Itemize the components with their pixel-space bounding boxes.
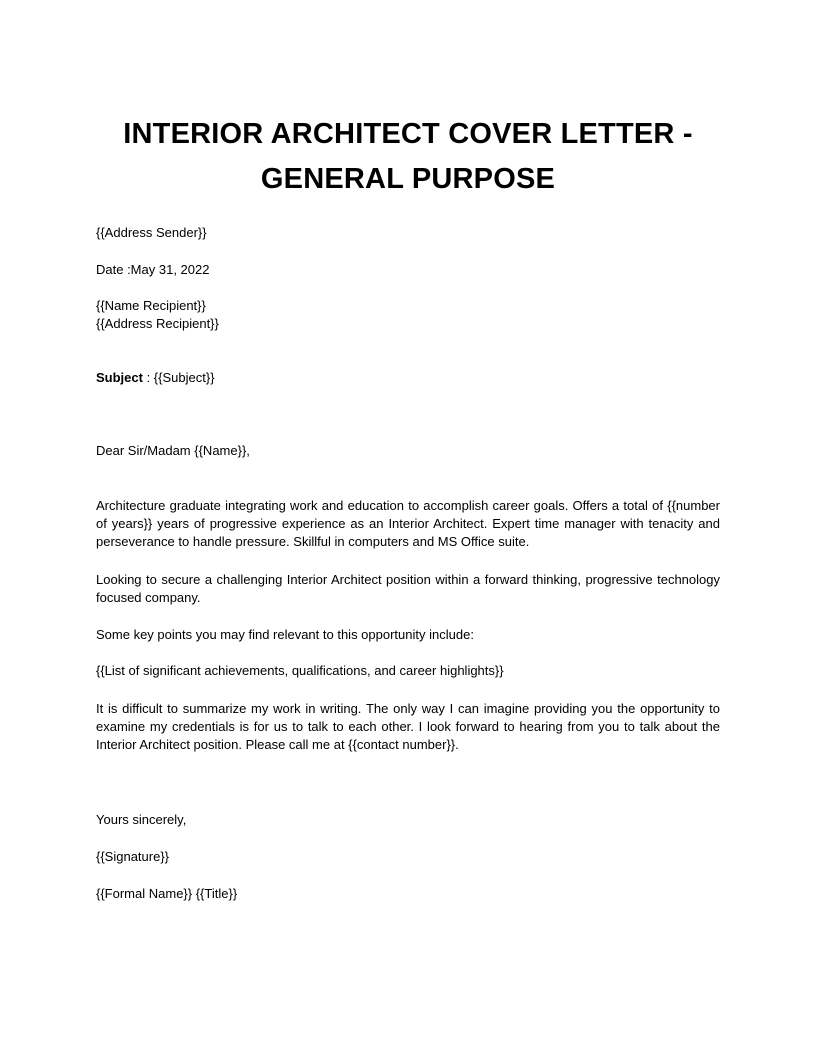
title-line-1: INTERIOR ARCHITECT COVER LETTER - xyxy=(123,118,693,150)
subject-value: : {{Subject}} xyxy=(142,370,215,385)
formal-name-title: {{Formal Name}} {{Title}} xyxy=(96,886,238,901)
body-paragraph-1: Architecture graduate integrating work and education to accomplish career goals. Offers a total of {{number of years}} years of progressive experience as an Interior Architect. Expert time manager with tenacity and perseverance to handle pressure. Skillful in computers and MS Office suite. xyxy=(96,498,720,550)
recipient-name: {{Name Recipient}} xyxy=(96,298,206,313)
body-paragraph-2: Looking to secure a challenging Interior Architect position within a forward thinking, progressive technology focused company. xyxy=(96,572,720,606)
body-paragraph-3: Some key points you may find relevant to this opportunity include: xyxy=(96,627,474,642)
document-title xyxy=(60,112,756,202)
recipient-address: {{Address Recipient}} xyxy=(96,316,219,331)
body-paragraph-4: {{List of significant achievements, qualifications, and career highlights}} xyxy=(96,663,504,678)
title-line-2: GENERAL PURPOSE xyxy=(260,163,556,195)
letter-date: Date :May 31, 2022 xyxy=(96,262,210,277)
body-paragraph-5: It is difficult to summarize my work in writing. The only way I can imagine providing you the opportunity to examine my credentials is for us to talk to each other. I look forward to hearing from you to talk about the Interior Architect position. Please call me at {{contact number}}. xyxy=(96,701,720,753)
subject-label: Subject xyxy=(96,370,143,385)
salutation: Dear Sir/Madam {{Name}}, xyxy=(96,443,250,458)
signature-placeholder: {{Signature}} xyxy=(96,849,170,864)
subject-line xyxy=(96,369,215,387)
sender-address: {{Address Sender}} xyxy=(96,225,207,240)
closing: Yours sincerely, xyxy=(96,812,187,827)
